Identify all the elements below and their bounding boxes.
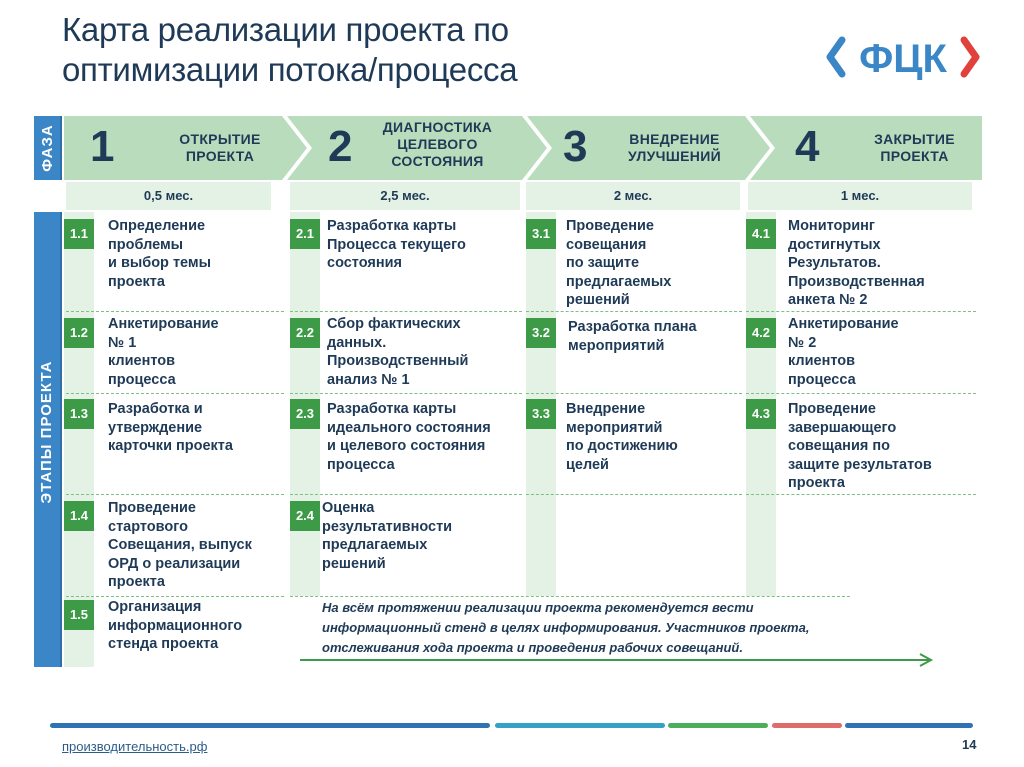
step-1-1-code: 1.1 — [64, 219, 94, 249]
step-line: мероприятий — [566, 419, 663, 436]
step-3-2-text — [568, 318, 740, 355]
step-1-4-text — [108, 499, 283, 592]
step-2-3-code: 2.3 — [290, 399, 320, 429]
step-line: проекта — [788, 475, 845, 491]
step-line: анкета № 2 — [788, 292, 868, 308]
step-line: Внедрение — [566, 401, 646, 417]
footer-stripe-blue — [50, 723, 490, 728]
phase-2-number: 2 — [328, 122, 353, 171]
note-line: На всём протяжении реализации проекта рекомендуется вести — [322, 600, 754, 615]
note-line: информационный стенд в целях информирования. Участников проекта, — [322, 620, 810, 635]
step-line: клиентов — [108, 353, 176, 369]
step-line: утверждение — [108, 419, 203, 436]
phase-side-label-box — [34, 116, 62, 180]
footer-stripe-end — [845, 723, 973, 728]
step-line: № 2 — [788, 334, 817, 351]
step-3-1-code: 3.1 — [526, 219, 556, 249]
step-4-1-code: 4.1 — [746, 219, 776, 249]
step-2-1-text — [327, 217, 522, 273]
step-line: состояния — [327, 255, 402, 271]
phase-4-number: 4 — [795, 122, 820, 171]
step-line: Разработка плана — [568, 319, 697, 335]
phase-2-duration: 2,5 мес. — [290, 182, 520, 210]
phase-1-title-line-2: ПРОЕКТА — [185, 148, 255, 164]
phase-2-title-line-2: ЦЕЛЕВОГО — [397, 136, 478, 152]
row-divider — [66, 494, 284, 495]
note-top-divider — [290, 596, 850, 597]
step-1-2-text — [108, 315, 283, 389]
step-line: проекта — [108, 574, 165, 590]
step-2-4-text — [322, 499, 517, 573]
row-divider — [66, 311, 284, 312]
information-stand-note — [322, 598, 902, 658]
timeline-arrow — [300, 652, 940, 668]
step-line: клиентов — [788, 353, 856, 369]
step-4-2-code: 4.2 — [746, 318, 776, 348]
step-line: Разработка и — [108, 401, 203, 417]
step-line: предлагаемых — [322, 537, 428, 553]
phase-2-title — [365, 119, 510, 170]
step-line: Определение — [108, 218, 206, 234]
phase-4-title — [852, 131, 977, 165]
phase-3-title — [602, 131, 747, 165]
step-line: и выбор темы — [108, 255, 212, 271]
note-line: отслеживания хода проекта и проведения рабочих совещаний. — [322, 640, 743, 655]
phase-4-title-line-2: ПРОЕКТА — [880, 148, 949, 164]
step-line: проблемы — [108, 236, 184, 253]
step-line: стенда проекта — [108, 636, 219, 652]
step-line: Мониторинг — [788, 218, 875, 234]
step-line: Анкетирование — [108, 316, 219, 332]
step-line: проекта — [108, 273, 165, 290]
phase-1-title — [155, 131, 285, 165]
step-line: № 1 — [108, 334, 137, 351]
phase-3-duration: 2 мес. — [526, 182, 740, 210]
step-2-3-text — [327, 400, 522, 474]
step-line: Организация — [108, 599, 202, 615]
step-3-2-code: 3.2 — [526, 318, 556, 348]
step-3-3-text — [566, 400, 741, 474]
step-1-3-code: 1.3 — [64, 399, 94, 429]
phase-4-duration: 1 мес. — [748, 182, 972, 210]
phase-1-duration: 0,5 мес. — [66, 182, 271, 210]
step-line: идеального состояния — [327, 419, 491, 436]
phase-1-title-line-1: ОТКРЫТИЕ — [179, 131, 261, 147]
step-line: по защите — [566, 255, 640, 271]
row-divider — [746, 494, 976, 495]
step-line: процесса — [108, 371, 176, 388]
row-divider — [746, 393, 976, 394]
step-line: Результатов. — [788, 255, 881, 271]
step-line: целей — [566, 456, 609, 473]
step-line: карточки проекта — [108, 438, 233, 454]
step-line: данных. — [327, 334, 387, 351]
step-line: решений — [322, 555, 386, 572]
step-line: анализ № 1 — [327, 371, 410, 388]
step-line: мероприятий — [568, 337, 665, 354]
phase-1-number: 1 — [90, 122, 115, 171]
row-divider — [290, 494, 522, 495]
step-line: Производственный — [327, 353, 469, 369]
step-line: достигнутых — [788, 236, 881, 253]
step-2-1-code: 2.1 — [290, 219, 320, 249]
step-line: предлагаемых — [566, 273, 672, 290]
phase-3-number: 3 — [563, 122, 588, 171]
footer-stripe-red — [772, 723, 842, 728]
step-line: защите результатов — [788, 456, 932, 473]
step-line: совещания по — [788, 438, 890, 454]
footer-stripe-teal — [495, 723, 665, 728]
step-line: процесса — [327, 456, 395, 473]
phase-4-title-line-1: ЗАКРЫТИЕ — [874, 131, 955, 147]
step-line: Производственная — [788, 273, 925, 290]
title-line-2: оптимизации потока/процесса — [62, 51, 518, 88]
step-4-2-text — [788, 315, 976, 389]
step-1-5-code: 1.5 — [64, 600, 94, 630]
footer-stripe-green — [668, 723, 768, 728]
row-divider — [526, 494, 742, 495]
step-1-1-text — [108, 217, 283, 291]
stages-side-label-box — [34, 212, 62, 667]
step-4-3-code: 4.3 — [746, 399, 776, 429]
step-2-2-code: 2.2 — [290, 318, 320, 348]
step-line: Процесса текущего — [327, 236, 466, 253]
step-line: Разработка карты — [327, 218, 457, 234]
row-divider — [290, 311, 522, 312]
step-line: процесса — [788, 371, 856, 388]
row-divider — [66, 596, 284, 597]
step-line: стартового — [108, 518, 188, 535]
fck-logo — [826, 32, 986, 82]
step-1-2-code: 1.2 — [64, 318, 94, 348]
website-link[interactable]: производительность.рф — [62, 739, 208, 754]
step-line: результативности — [322, 518, 453, 535]
step-4-1-text — [788, 217, 976, 310]
phase-side-label: ФАЗА — [39, 124, 56, 172]
step-line: Проведение — [566, 218, 654, 234]
row-divider — [526, 311, 742, 312]
step-line: информационного — [108, 617, 243, 634]
step-2-2-text — [327, 315, 522, 389]
step-1-3-text — [108, 400, 283, 456]
step-3-1-text — [566, 217, 741, 310]
step-1-5-text — [108, 598, 283, 654]
title-line-1: Карта реализации проекта по — [62, 11, 509, 48]
phase-2-title-line-1: ДИАГНОСТИКА — [382, 119, 493, 135]
step-line: решений — [566, 292, 630, 308]
step-3-3-code: 3.3 — [526, 399, 556, 429]
logo-text: ФЦК — [859, 37, 947, 81]
step-1-4-code: 1.4 — [64, 501, 94, 531]
step-2-4-code: 2.4 — [290, 501, 320, 531]
step-line: ОРД о реализации — [108, 555, 241, 572]
row-divider — [526, 393, 742, 394]
stages-side-label: ЭТАПЫ ПРОЕКТА — [38, 360, 55, 504]
step-line: Проведение — [108, 500, 196, 516]
row-divider — [66, 393, 284, 394]
step-line: совещания — [566, 236, 647, 253]
step-line: завершающего — [788, 419, 897, 436]
step-line: Анкетирование — [788, 316, 899, 332]
step-line: по достижению — [566, 438, 678, 454]
step-4-3-text — [788, 400, 976, 493]
page-title — [62, 10, 762, 90]
phase-3-title-line-1: ВНЕДРЕНИЕ — [629, 131, 720, 147]
row-divider — [290, 393, 522, 394]
step-line: Оценка — [322, 500, 375, 516]
step-line: Сбор фактических — [327, 316, 461, 332]
phase-3-title-line-2: УЛУЧШЕНИЙ — [628, 148, 721, 164]
phase-1-column-bar — [64, 212, 94, 667]
step-line: Совещания, выпуск — [108, 537, 252, 553]
row-divider — [746, 311, 976, 312]
step-line: и целевого состояния — [327, 438, 486, 454]
step-line: Проведение — [788, 401, 876, 417]
page-number: 14 — [962, 737, 977, 752]
phase-2-title-line-3: СОСТОЯНИЯ — [391, 153, 484, 169]
step-line: Разработка карты — [327, 401, 457, 417]
